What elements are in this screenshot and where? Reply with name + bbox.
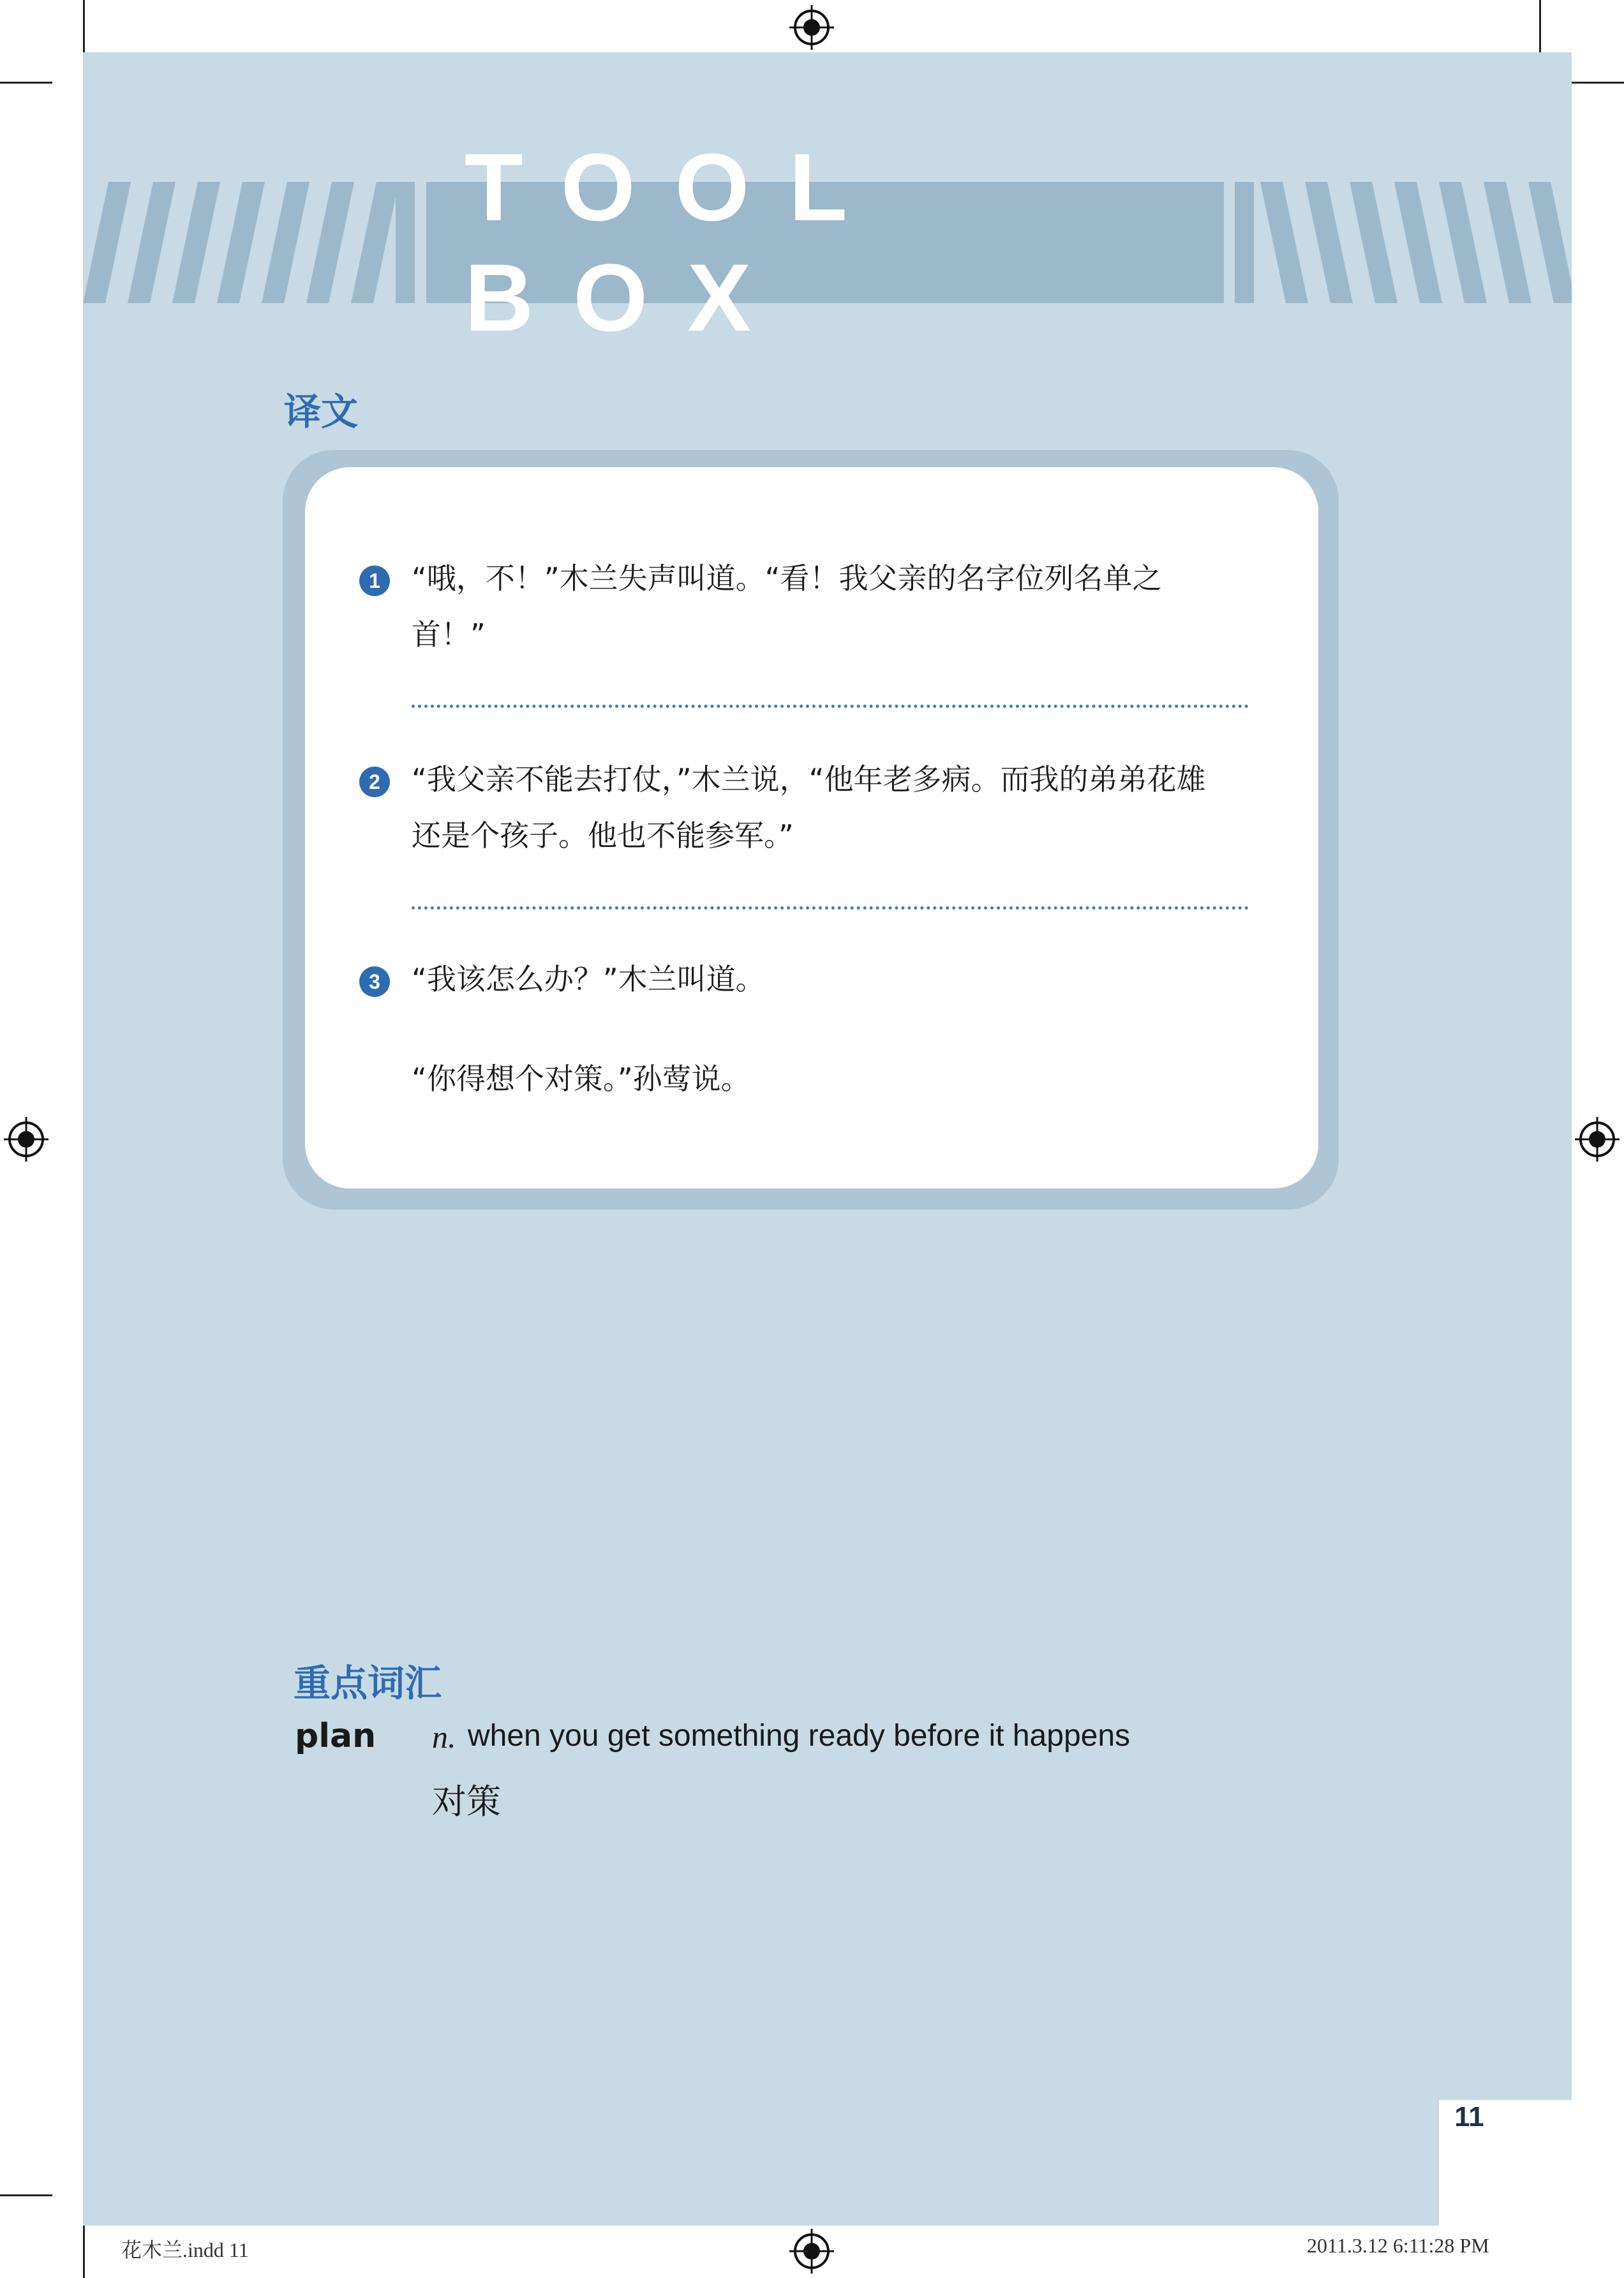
- dotted-divider: [412, 906, 1249, 910]
- registration-mark-icon: [789, 5, 834, 50]
- crop-mark: [83, 2226, 85, 2278]
- registration-mark-icon: [789, 2229, 834, 2274]
- item-number-badge: 2: [359, 767, 390, 797]
- item-line: 首！”: [412, 617, 486, 652]
- item-line: “我该怎么办？”木兰叫道。: [412, 962, 765, 996]
- item-number-badge: 3: [359, 966, 390, 997]
- translation-heading: 译文: [284, 390, 359, 433]
- translation-item: [359, 550, 1278, 663]
- item-number-badge: 1: [359, 566, 390, 596]
- crop-mark: [0, 2194, 52, 2196]
- slug-filename: 花木兰.indd 11: [121, 2238, 249, 2261]
- banner-stripes-right: [1235, 182, 1572, 303]
- crop-mark: [1572, 82, 1624, 84]
- vocab-part-of-speech: n.: [432, 1719, 456, 1755]
- dotted-divider: [412, 705, 1249, 708]
- vocabulary-heading: 重点词汇: [294, 1661, 442, 1705]
- translation-item: [359, 951, 1278, 1107]
- crop-mark: [0, 82, 52, 84]
- item-line: 还是个孩子。他也不能参军。”: [412, 818, 794, 853]
- item-line: “我父亲不能去打仗，”木兰说，“他年老多病。而我的弟弟花雄: [412, 762, 1206, 797]
- slug-timestamp: 2011.3.12 6:11:28 PM: [1307, 2234, 1489, 2257]
- page-number: 11: [1454, 2101, 1484, 2132]
- vocab-chinese: 对策: [432, 1781, 501, 1822]
- registration-mark-icon: [1575, 1117, 1620, 1162]
- crop-mark: [83, 0, 85, 52]
- banner-title: TOOL BOX: [465, 133, 886, 351]
- item-extra-line: “你得想个对策。”孙莺说。: [412, 1061, 750, 1096]
- translation-item: [359, 751, 1278, 864]
- registration-mark-icon: [4, 1117, 48, 1162]
- crop-mark: [1539, 0, 1541, 52]
- banner-stripes-left: [83, 182, 415, 303]
- vocab-word: plan: [295, 1717, 376, 1755]
- item-line: “哦，不！”木兰失声叫道。“看！我父亲的名字位列名单之: [412, 561, 1162, 596]
- vocab-definition: when you get something ready before it happens: [468, 1719, 1131, 1753]
